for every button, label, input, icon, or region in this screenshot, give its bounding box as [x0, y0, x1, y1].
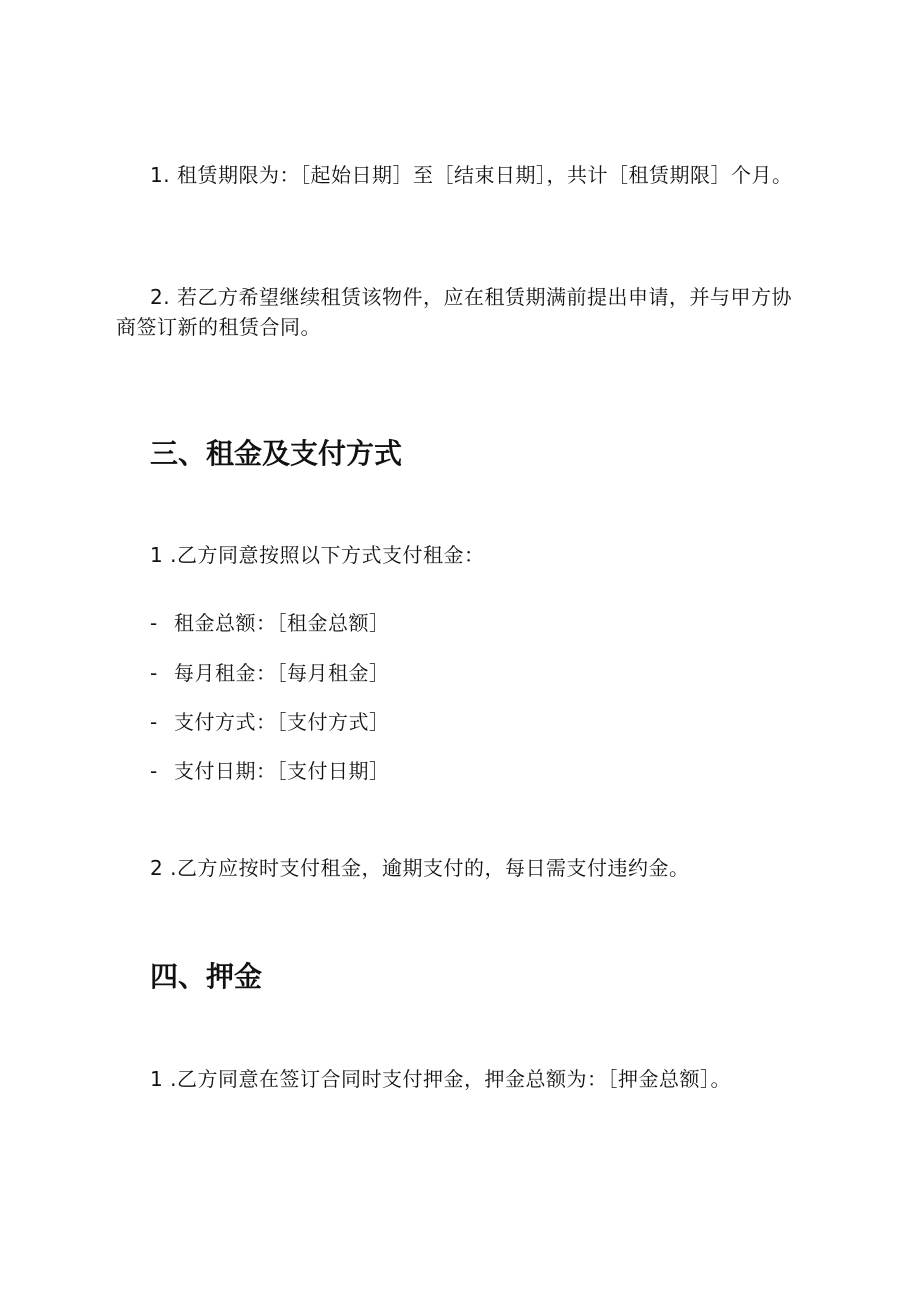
deposit-clause-1: 1 .乙方同意在签订合同时支付押金，押金总额为：［押金总额］。: [150, 1067, 731, 1091]
bullet-dash: -: [150, 759, 158, 783]
bullet-dash: -: [150, 710, 158, 734]
list-item-text: 每月租金：［每月租金］: [174, 661, 390, 685]
term-clause-1: 1. 租赁期限为：［起始日期］至［结束日期］，共计［租赁期限］个月。: [150, 163, 793, 187]
list-item-total-rent: [150, 608, 390, 638]
list-item-text: 支付日期：［支付日期］: [174, 759, 390, 783]
section-heading-deposit: 四、押金: [150, 960, 263, 993]
bullet-dash: -: [150, 661, 158, 685]
list-item-payment-date: [150, 756, 390, 786]
section-heading-rent: 三、租金及支付方式: [150, 437, 403, 470]
list-item-text: 租金总额：［租金总额］: [174, 611, 390, 635]
term-clause-2: 2. 若乙方希望继续租赁该物件，应在租赁期满前提出申请，并与甲方协商签订新的租赁合同。: [116, 285, 792, 339]
rent-clause-1: 1 .乙方同意按照以下方式支付租金：: [150, 543, 485, 567]
list-item-text: 支付方式：［支付方式］: [174, 710, 390, 734]
list-item-monthly-rent: [150, 658, 390, 688]
bullet-dash: -: [150, 611, 158, 635]
list-item-payment-method: [150, 707, 390, 737]
rent-clause-2: 2 .乙方应按时支付租金，逾期支付的，每日需支付违约金。: [150, 856, 690, 880]
